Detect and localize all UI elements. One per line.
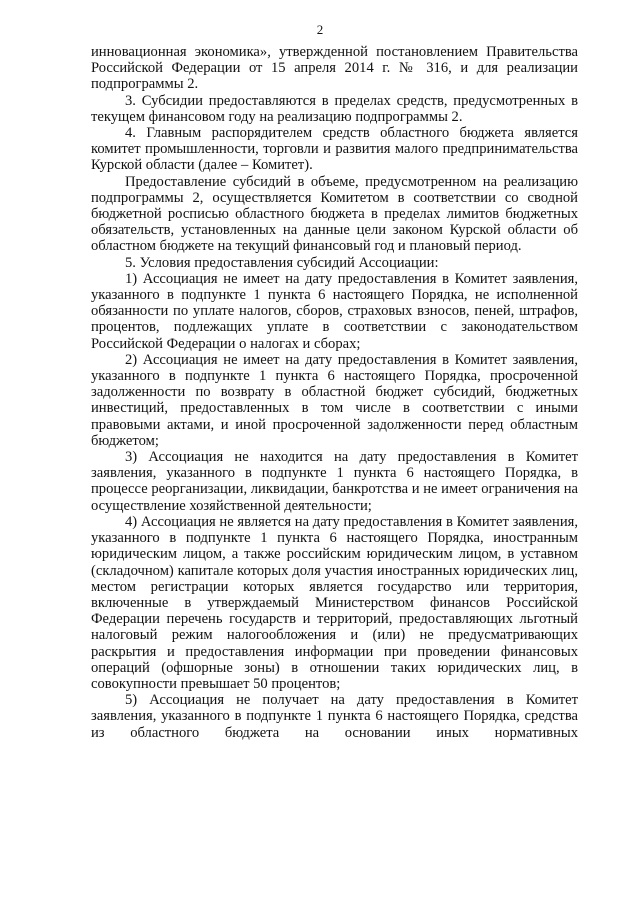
paragraph-1: инновационная экономика», утвержденной постановлением Правительства Российской Федерации от 15 апреля 2014 г. № 316, и для реализации подпрограммы 2. bbox=[91, 44, 578, 93]
page-number: 2 bbox=[316, 22, 324, 37]
document-body bbox=[91, 44, 578, 741]
paragraph-4: Предоставление субсидий в объеме, предусмотренном на реализацию подпрограммы 2, осуществляется Комитетом в соответствии со сводной бюджетной росписью областного бюджета в пределах лимитов бюджетных обязательств, установленных на данные цели законом Курской области об областном бюджете на текущий финансовый год и плановый период. bbox=[91, 173, 578, 255]
paragraph-3: 4. Главным распорядителем средств областного бюджета является комитет промышленности, торговли и развития малого предпринимательства Курской области (далее – Комитет). bbox=[91, 125, 578, 174]
paragraph-6: 1) Ассоциация не имеет на дату предоставления в Комитет заявления, указанного в подпункте 1 пункта 6 настоящего Порядка, не исполненной обязанности по уплате налогов, сборов, страховых взносов, пеней, штрафов, процентов, подлежащих уплате в соответствии с законодательством Российской Федерации о налогах и сборах; bbox=[91, 270, 578, 352]
paragraph-2: 3. Субсидии предоставляются в пределах средств, предусмотренных в текущем финансовом году на реализацию подпрограммы 2. bbox=[91, 92, 578, 125]
paragraph-10: 5) Ассоциация не получает на дату предоставления в Комитет заявления, указанного в подпункте 1 пункта 6 настоящего Порядка, средства из областного бюджета на основании иных нормативных bbox=[91, 692, 578, 741]
paragraph-7: 2) Ассоциация не имеет на дату предоставления в Комитет заявления, указанного в подпункте 1 пункта 6 настоящего Порядка, просроченной задолженности по возврату в областной бюджет субсидий, бюджетных инвестиций, предоставленных в том числе в соответствии с иными правовыми актами, и иной просроченной задолженности перед областным бюджетом; bbox=[91, 351, 578, 449]
paragraph-8: 3) Ассоциация не находится на дату предоставления в Комитет заявления, указанного в подпункте 1 пункта 6 настоящего Порядка, в процессе реорганизации, ликвидации, банкротства и не имеет ограничения на осуществление хозяйственной деятельности; bbox=[91, 449, 578, 514]
paragraph-5: 5. Условия предоставления субсидий Ассоциации: bbox=[125, 254, 439, 271]
paragraph-9: 4) Ассоциация не является на дату предоставления в Комитет заявления, указанного в подпункте 1 пункта 6 настоящего Порядка, иностранным юридическим лицом, а также российским юридическим лицом, в уставном (складочном) капитале которых доля участия иностранных юридических лиц, местом регистрации которых является государство или территория, включенные в утверждаемый Министерством финансов Российской Федерации перечень государств и территорий, предоставляющих льготный налоговый режим налогообложения и (или) не предусматривающих раскрытия и предоставления информации при проведении финансовых операций (офшорные зоны) в отношении таких юридических лиц, в совокупности превышает 50 процентов; bbox=[91, 513, 578, 692]
